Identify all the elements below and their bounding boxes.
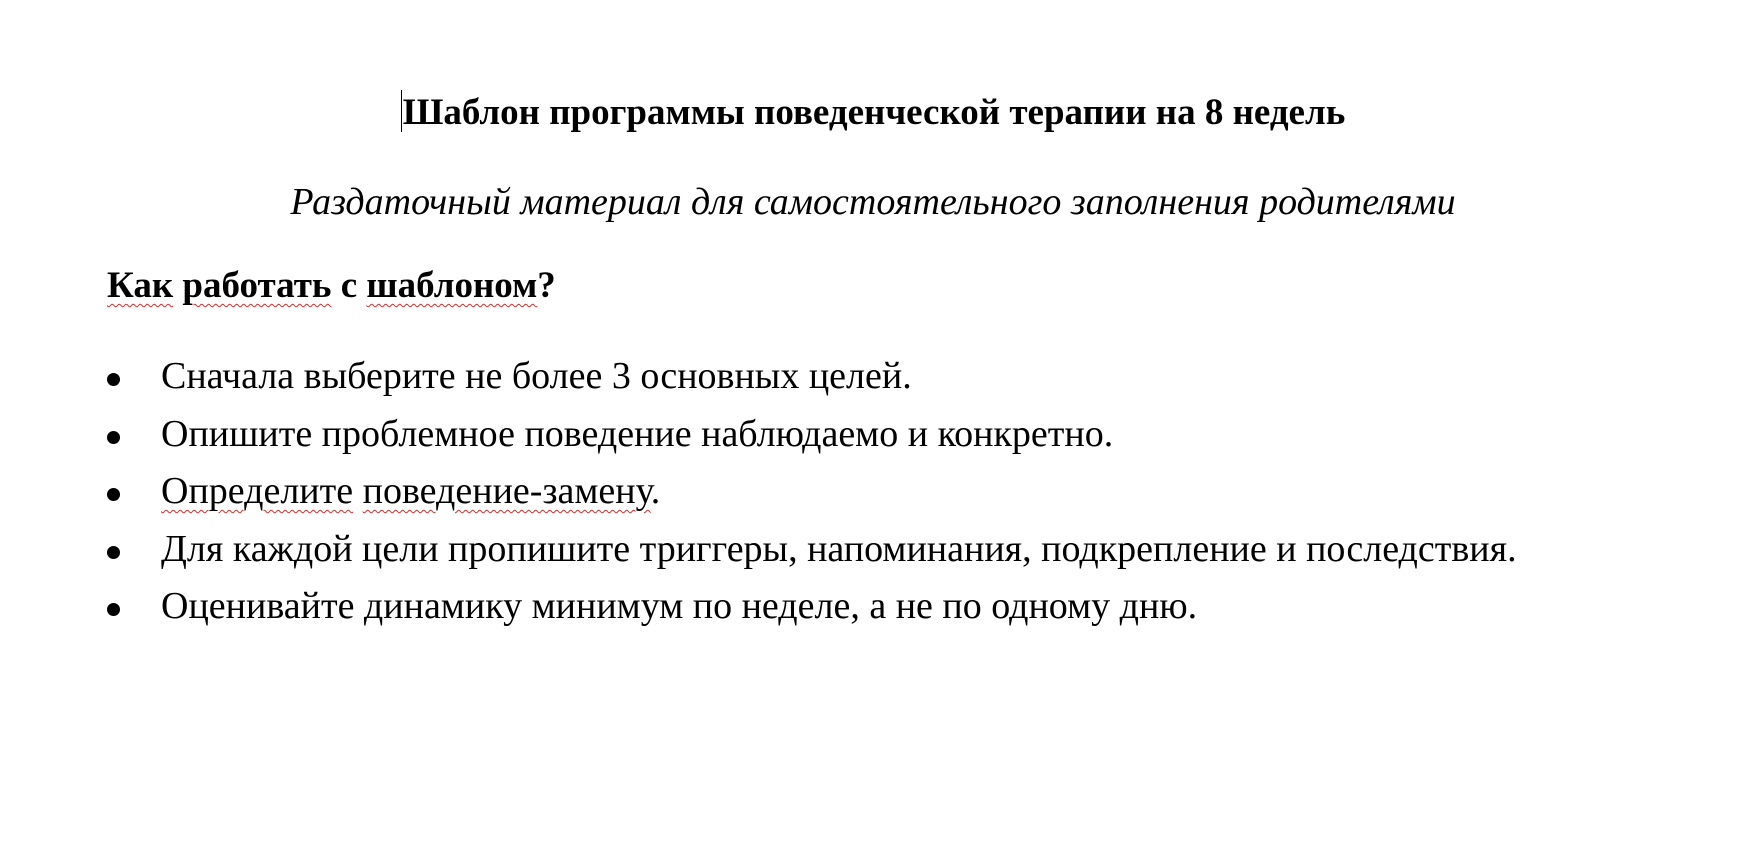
list-item — [107, 348, 1607, 406]
bullet-icon — [107, 546, 120, 559]
instruction-list — [107, 348, 1607, 636]
document-subtitle: Раздаточный материал для самостоятельного заполнения родителями — [290, 181, 1456, 223]
bullet-icon — [107, 488, 120, 501]
text-cursor — [401, 90, 402, 132]
heading-word-2: работать — [182, 265, 332, 306]
bullet-icon — [107, 373, 120, 386]
list-item-text: Сначала выберите не более 3 основных целей. — [161, 355, 912, 397]
list-item-text-part2: поведение-замену — [362, 470, 651, 512]
list-item-text-part3: . — [650, 470, 661, 512]
bullet-icon — [107, 603, 120, 616]
heading-word-3: с — [340, 265, 358, 306]
list-item — [107, 578, 1607, 636]
list-item-text-part1: Определите — [161, 470, 354, 512]
heading-word-4: шаблоном — [366, 265, 538, 306]
list-item — [107, 463, 1607, 521]
list-item — [107, 406, 1607, 464]
section-heading — [107, 263, 556, 309]
heading-punct: ? — [537, 265, 556, 306]
list-item-text: Для каждой цели пропишите триггеры, напоминания, подкрепление и последствия. — [161, 527, 1517, 570]
document-title-text: Шаблон программы поведенческой терапии на 8 недель — [402, 92, 1346, 133]
heading-word-1: Как — [107, 265, 174, 306]
list-item-text: Опишите проблемное поведение наблюдаемо и конкретно. — [161, 412, 1114, 455]
document-title — [0, 90, 1746, 136]
list-item — [107, 521, 1607, 579]
bullet-icon — [107, 431, 120, 444]
list-item-text: Оценивайте динамику минимум по неделе, а не по одному дню. — [161, 585, 1198, 627]
